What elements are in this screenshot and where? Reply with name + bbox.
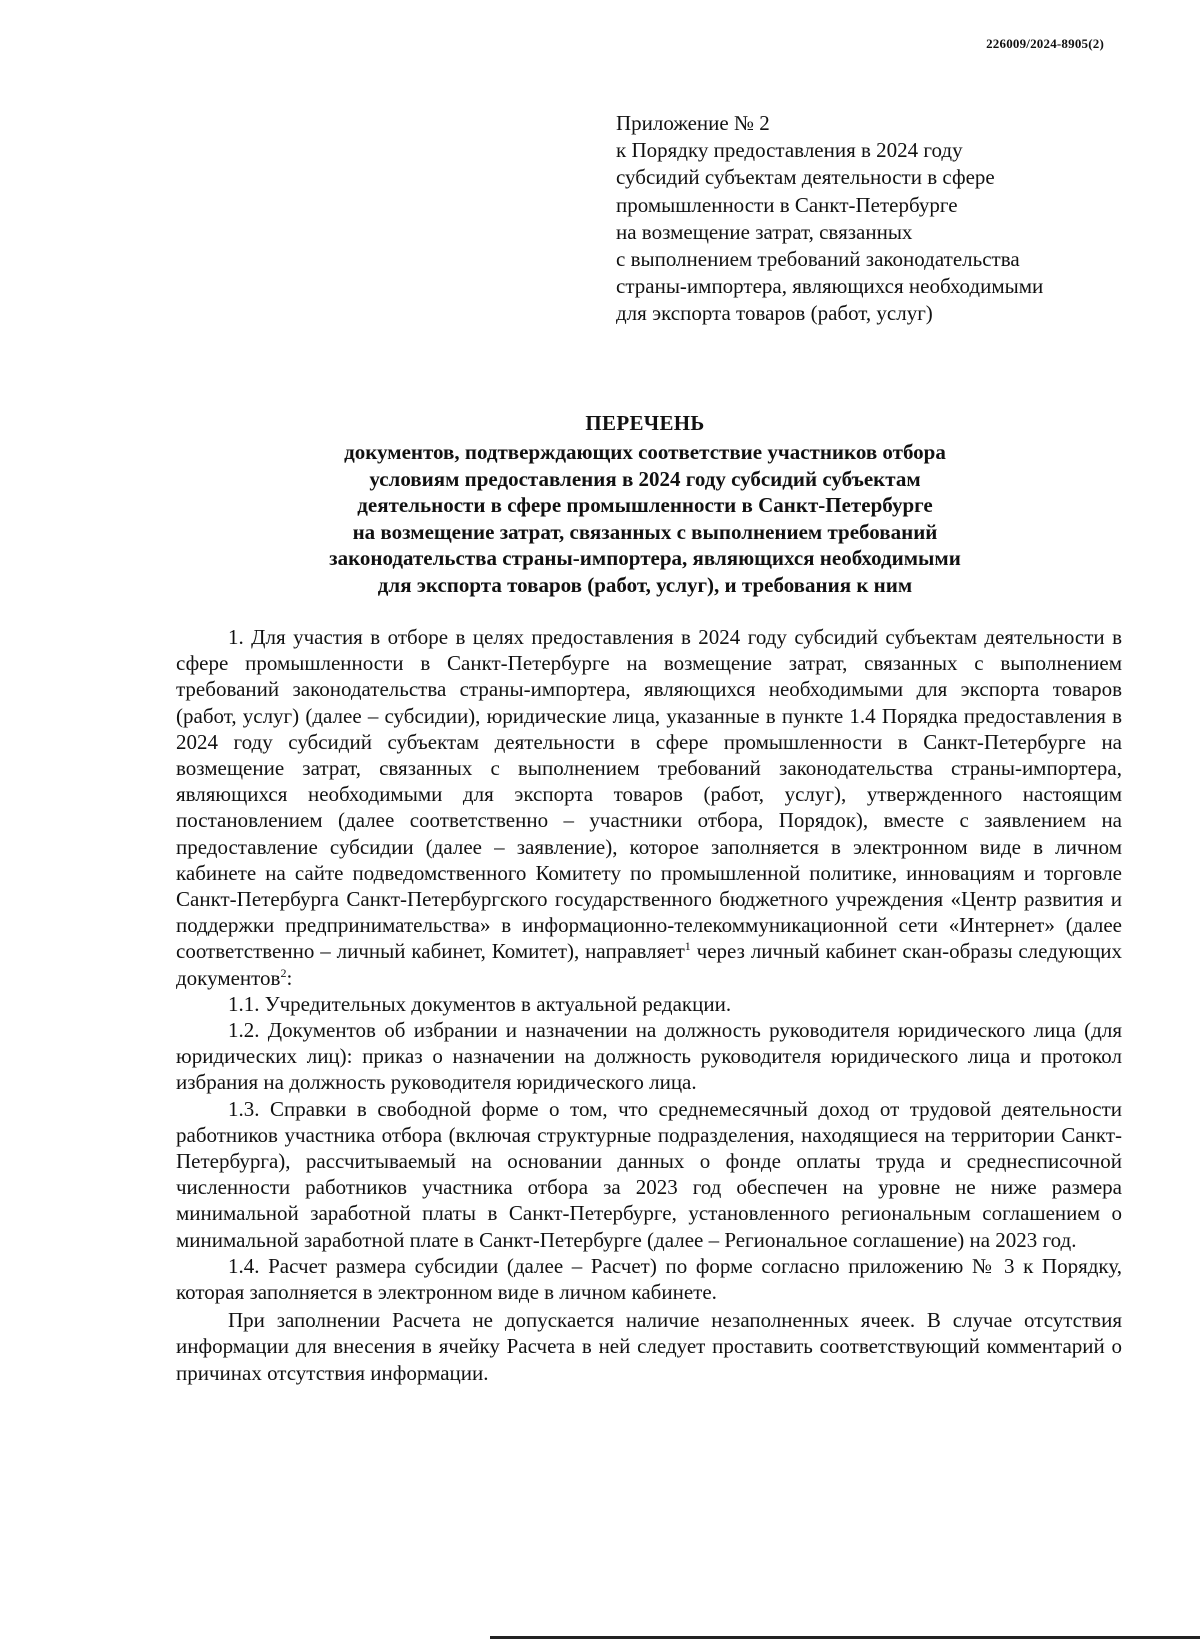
subtitle-line: условиям предоставления в 2024 году субсидий субъектам: [369, 466, 921, 491]
page-bottom-rule: [490, 1636, 1200, 1639]
appendix-line: промышленности в Санкт-Петербурге: [616, 192, 958, 217]
paragraph-1-2: 1.2. Документов об избрании и назначении на должность руководителя юридического лица (для юридических лиц): приказ о назначении на должность руководителя юридического лица и протокол избрания на должность руководителя юридического лица.: [176, 1018, 1122, 1095]
document-number: 226009/2024-8905(2): [986, 36, 1104, 51]
paragraph-1-4: 1.4. Расчет размера субсидии (далее – Расчет) по форме согласно приложению № 3 к Порядку, которая заполняется в электронном виде в личном кабинете.: [176, 1253, 1122, 1305]
paragraph-1-text-end: :: [286, 965, 293, 990]
paragraph-1-3: 1.3. Справки в свободной форме о том, что среднемесячный доход от трудовой деятельности работников участника отбора (включая структурные подразделения, находящиеся на территории Санкт-Петербурга), рассчитываемый на основании данных о фонде оплаты труда и среднесписочной численности работников участника отбора за 2023 год обеспечен на уровне не ниже размера минимальной заработной платы в Санкт-Петербурге, установленного региональным соглашением о минимальной заработной плате в Санкт-Петербурге (далее – Региональное соглашение) на 2023 год.: [176, 1096, 1122, 1252]
appendix-line: страны-импортера, являющихся необходимыми: [616, 274, 1044, 299]
subtitle-line: документов, подтверждающих соответствие участников отбора: [344, 440, 946, 464]
footnote-ref-2: 2: [280, 965, 287, 980]
paragraph-note: При заполнении Расчета не допускается наличие незаполненных ячеек. В случае отсутствия информации для внесения в ячейку Расчета в ней следует проставить соответствующий комментарий о причинах отсутствия информации.: [176, 1308, 1122, 1385]
title-subtitle: [170, 439, 1120, 598]
appendix-header: [616, 110, 1136, 328]
title-main: ПЕРЕЧЕНЬ: [585, 411, 705, 435]
document-body: [176, 624, 1122, 1386]
subtitle-line: для экспорта товаров (работ, услуг), и требования к ним: [377, 572, 913, 597]
appendix-line: для экспорта товаров (работ, услуг): [616, 301, 933, 326]
subtitle-line: деятельности в сфере промышленности в Санкт-Петербурге: [357, 493, 933, 517]
appendix-line: с выполнением требований законодательства: [616, 247, 1020, 272]
paragraph-1-1: 1.1. Учредительных документов в актуальной редакции.: [228, 991, 732, 1016]
subtitle-line: законодательства страны-импортера, являющихся необходимыми: [329, 546, 961, 570]
appendix-line: Приложение № 2: [616, 111, 770, 135]
footnote-ref-1: 1: [684, 939, 691, 954]
appendix-line: субсидий субъектам деятельности в сфере: [616, 165, 995, 190]
paragraph-1-text-mid: через личный кабинет скан-образы следующих документов: [176, 939, 1122, 990]
appendix-line: к Порядку предоставления в 2024 году: [616, 138, 963, 163]
paragraph-1: [176, 624, 1122, 991]
paragraph-1-text: 1. Для участия в отборе в целях предоставления в 2024 году субсидий субъектам деятельности в сфере промышленности в Санкт-Петербурге на возмещение затрат, связанных с выполнением требований законодательства страны-импортера, являющихся необходимыми для экспорта товаров (работ, услуг) (далее – субсидии), юридические лица, указанные в пункте 1.4 Порядка предоставления в 2024 году субсидий субъектам деятельности в сфере промышленности в Санкт-Петербурге на возмещение затрат, связанных с выполнением требований законодательства страны-импортера, являющихся необходимыми для экспорта товаров (работ, услуг), утвержденного настоящим постановлением (далее соответственно – участники отбора, Порядок), вместе с заявлением на предоставление субсидии (далее – заявление), которое заполняется в электронном виде в личном кабинете на сайте подведомственного Комитету по промышленной политике, инновациям и торговле Санкт-Петербурга Санкт-Петербургского государственного бюджетного учреждения «Центр развития и поддержки предпринимательства» в информационно-телекоммуникационной сети «Интернет» (далее соответственно – личный кабинет, Комитет), направляет: [176, 625, 1122, 964]
appendix-line: на возмещение затрат, связанных: [616, 219, 913, 244]
document-title: [170, 408, 1120, 598]
subtitle-line: на возмещение затрат, связанных с выполнением требований: [352, 519, 938, 544]
